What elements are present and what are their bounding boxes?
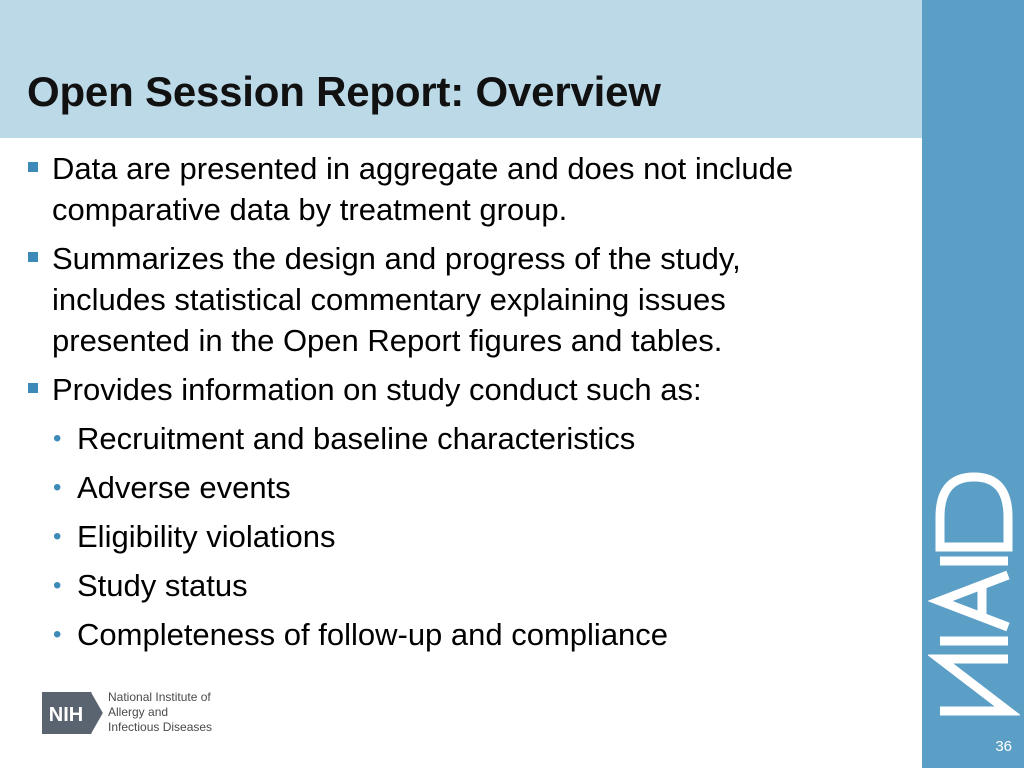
slide-content bbox=[0, 148, 900, 663]
nih-niaid-logo bbox=[42, 690, 242, 738]
sub-bullet-text: Study status bbox=[77, 568, 248, 603]
sub-bullet-item bbox=[0, 516, 900, 557]
dot-bullet-icon: • bbox=[53, 572, 62, 599]
bullet-line: presented in the Open Report figures and tables. bbox=[52, 323, 723, 358]
dot-bullet-icon: • bbox=[53, 474, 62, 501]
bullet-item bbox=[0, 148, 900, 230]
bullet-line: includes statistical commentary explaining issues bbox=[52, 282, 726, 317]
nih-mark-icon bbox=[42, 692, 104, 734]
bullet-line: Summarizes the design and progress of the study, bbox=[52, 241, 741, 276]
bullet-line: Data are presented in aggregate and does not include bbox=[52, 151, 794, 186]
slide-title: Open Session Report: Overview bbox=[27, 68, 661, 115]
sub-bullet-text: Completeness of follow-up and compliance bbox=[77, 617, 669, 652]
bullet-item bbox=[0, 238, 900, 361]
nih-line: Infectious Diseases bbox=[108, 720, 213, 734]
sub-bullet-text: Recruitment and baseline characteristics bbox=[77, 421, 636, 456]
bullet-line: Provides information on study conduct such as: bbox=[52, 372, 702, 407]
nih-line: National Institute of bbox=[108, 690, 211, 704]
sub-bullet-text: Eligibility violations bbox=[77, 519, 336, 554]
niaid-logo-icon bbox=[928, 465, 1020, 717]
niaid-letter-d bbox=[940, 477, 1008, 547]
dot-bullet-icon: • bbox=[53, 621, 62, 648]
sub-bullet-item bbox=[0, 614, 900, 655]
sub-bullet-item bbox=[0, 565, 900, 606]
niaid-letter-n bbox=[940, 659, 1008, 711]
sub-bullet-item bbox=[0, 467, 900, 508]
bullet-line: comparative data by treatment group. bbox=[52, 192, 568, 227]
dot-bullet-icon: • bbox=[53, 425, 62, 452]
nih-institute-name bbox=[108, 690, 212, 735]
square-bullet-icon bbox=[28, 252, 38, 262]
sub-bullet-item bbox=[0, 418, 900, 459]
niaid-vertical-logo bbox=[928, 465, 1020, 722]
sub-bullet-text: Adverse events bbox=[77, 470, 291, 505]
bullet-item bbox=[0, 369, 900, 410]
page-number: 36 bbox=[995, 738, 1012, 755]
dot-bullet-icon: • bbox=[53, 523, 62, 550]
nih-line: Allergy and bbox=[108, 705, 169, 719]
square-bullet-icon bbox=[28, 162, 38, 172]
square-bullet-icon bbox=[28, 383, 38, 393]
niaid-letter-a bbox=[940, 575, 1008, 627]
nih-mark-text: NIH bbox=[48, 704, 84, 726]
